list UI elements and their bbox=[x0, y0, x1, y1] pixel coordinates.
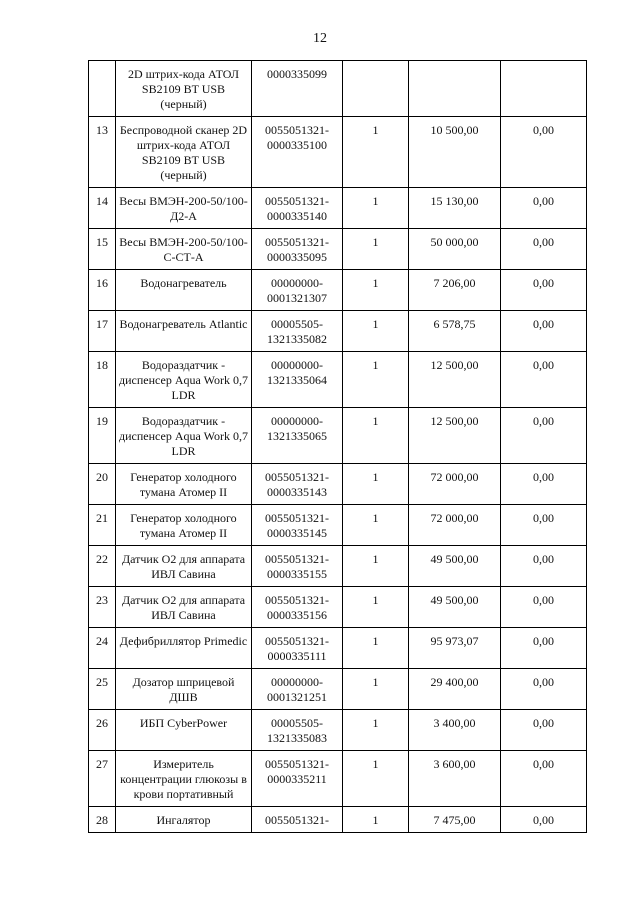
inventory-code: 0055051321-0000335140 bbox=[252, 188, 343, 229]
item-name: Водонагреватель Atlantic bbox=[116, 311, 252, 352]
table-row bbox=[89, 464, 587, 505]
quantity bbox=[343, 61, 409, 117]
table-row bbox=[89, 587, 587, 628]
residual-value: 0,00 bbox=[501, 505, 587, 546]
inventory-code: 0055051321-0000335143 bbox=[252, 464, 343, 505]
quantity: 1 bbox=[343, 352, 409, 408]
amount: 50 000,00 bbox=[409, 229, 501, 270]
inventory-code: 0055051321-0000335211 bbox=[252, 751, 343, 807]
residual-value: 0,00 bbox=[501, 710, 587, 751]
quantity: 1 bbox=[343, 188, 409, 229]
item-name: Водораздатчик - диспенсер Aqua Work 0,7 LDR bbox=[116, 408, 252, 464]
row-number: 16 bbox=[89, 270, 116, 311]
residual-value: 0,00 bbox=[501, 408, 587, 464]
residual-value: 0,00 bbox=[501, 188, 587, 229]
row-number: 24 bbox=[89, 628, 116, 669]
amount: 10 500,00 bbox=[409, 117, 501, 188]
inventory-code: 0055051321-0000335100 bbox=[252, 117, 343, 188]
residual-value: 0,00 bbox=[501, 464, 587, 505]
amount bbox=[409, 61, 501, 117]
row-number: 13 bbox=[89, 117, 116, 188]
inventory-code: 00000000-0001321307 bbox=[252, 270, 343, 311]
residual-value bbox=[501, 61, 587, 117]
table-row bbox=[89, 408, 587, 464]
amount: 3 400,00 bbox=[409, 710, 501, 751]
residual-value: 0,00 bbox=[501, 311, 587, 352]
row-number: 25 bbox=[89, 669, 116, 710]
table-row bbox=[89, 311, 587, 352]
item-name: Водонагреватель bbox=[116, 270, 252, 311]
row-number: 21 bbox=[89, 505, 116, 546]
inventory-table bbox=[88, 60, 587, 833]
quantity: 1 bbox=[343, 408, 409, 464]
row-number: 20 bbox=[89, 464, 116, 505]
item-name: Весы ВМЭН-200-50/100-Д2-А bbox=[116, 188, 252, 229]
amount: 12 500,00 bbox=[409, 352, 501, 408]
amount: 49 500,00 bbox=[409, 587, 501, 628]
residual-value: 0,00 bbox=[501, 546, 587, 587]
row-number bbox=[89, 61, 116, 117]
residual-value: 0,00 bbox=[501, 587, 587, 628]
item-name: Датчик О2 для аппарата ИВЛ Савина bbox=[116, 587, 252, 628]
residual-value: 0,00 bbox=[501, 229, 587, 270]
row-number: 17 bbox=[89, 311, 116, 352]
inventory-code: 00000000-0001321251 bbox=[252, 669, 343, 710]
amount: 7 206,00 bbox=[409, 270, 501, 311]
table-row bbox=[89, 628, 587, 669]
page-number: 12 bbox=[313, 31, 327, 46]
inventory-code: 0055051321-0000335156 bbox=[252, 587, 343, 628]
table-row bbox=[89, 546, 587, 587]
quantity: 1 bbox=[343, 710, 409, 751]
inventory-code: 00000000-1321335064 bbox=[252, 352, 343, 408]
quantity: 1 bbox=[343, 751, 409, 807]
amount: 12 500,00 bbox=[409, 408, 501, 464]
row-number: 27 bbox=[89, 751, 116, 807]
residual-value: 0,00 bbox=[501, 628, 587, 669]
inventory-code: 0055051321-0000335111 bbox=[252, 628, 343, 669]
item-name: Датчик О2 для аппарата ИВЛ Савина bbox=[116, 546, 252, 587]
item-name: Измеритель концентрации глюкозы в крови портативный bbox=[116, 751, 252, 807]
amount: 3 600,00 bbox=[409, 751, 501, 807]
row-number: 19 bbox=[89, 408, 116, 464]
row-number: 14 bbox=[89, 188, 116, 229]
row-number: 22 bbox=[89, 546, 116, 587]
quantity: 1 bbox=[343, 464, 409, 505]
table-row bbox=[89, 352, 587, 408]
amount: 6 578,75 bbox=[409, 311, 501, 352]
item-name: Беспроводной сканер 2D штрих-кода АТОЛ SB2109 BT USB (черный) bbox=[116, 117, 252, 188]
inventory-code: 0055051321-0000335155 bbox=[252, 546, 343, 587]
inventory-code: 0055051321-0000335145 bbox=[252, 505, 343, 546]
row-number: 28 bbox=[89, 807, 116, 833]
amount: 49 500,00 bbox=[409, 546, 501, 587]
inventory-code: 0000335099 bbox=[252, 61, 343, 117]
table-row bbox=[89, 751, 587, 807]
inventory-code: 0055051321-0000335095 bbox=[252, 229, 343, 270]
amount: 15 130,00 bbox=[409, 188, 501, 229]
item-name: Дефибриллятор Primedic bbox=[116, 628, 252, 669]
row-number: 18 bbox=[89, 352, 116, 408]
quantity: 1 bbox=[343, 229, 409, 270]
residual-value: 0,00 bbox=[501, 117, 587, 188]
row-number: 23 bbox=[89, 587, 116, 628]
inventory-code: 00000000-1321335065 bbox=[252, 408, 343, 464]
residual-value: 0,00 bbox=[501, 751, 587, 807]
table-row bbox=[89, 61, 587, 117]
table-row bbox=[89, 505, 587, 546]
table-row bbox=[89, 669, 587, 710]
quantity: 1 bbox=[343, 311, 409, 352]
residual-value: 0,00 bbox=[501, 270, 587, 311]
table-row bbox=[89, 807, 587, 833]
quantity: 1 bbox=[343, 505, 409, 546]
quantity: 1 bbox=[343, 669, 409, 710]
amount: 72 000,00 bbox=[409, 464, 501, 505]
inventory-code: 0055051321- bbox=[252, 807, 343, 833]
amount: 29 400,00 bbox=[409, 669, 501, 710]
quantity: 1 bbox=[343, 628, 409, 669]
quantity: 1 bbox=[343, 117, 409, 188]
item-name: Весы ВМЭН-200-50/100-С-СТ-А bbox=[116, 229, 252, 270]
item-name: Водораздатчик - диспенсер Aqua Work 0,7 LDR bbox=[116, 352, 252, 408]
item-name: Дозатор шприцевой ДШВ bbox=[116, 669, 252, 710]
table-row bbox=[89, 188, 587, 229]
row-number: 15 bbox=[89, 229, 116, 270]
table-row bbox=[89, 229, 587, 270]
item-name: ИБП CyberPower bbox=[116, 710, 252, 751]
item-name: Генератор холодного тумана Атомер II bbox=[116, 464, 252, 505]
table-row bbox=[89, 270, 587, 311]
quantity: 1 bbox=[343, 546, 409, 587]
quantity: 1 bbox=[343, 270, 409, 311]
amount: 72 000,00 bbox=[409, 505, 501, 546]
item-name: Ингалятор bbox=[116, 807, 252, 833]
residual-value: 0,00 bbox=[501, 669, 587, 710]
inventory-code: 00005505-1321335082 bbox=[252, 311, 343, 352]
quantity: 1 bbox=[343, 587, 409, 628]
residual-value: 0,00 bbox=[501, 352, 587, 408]
item-name: Генератор холодного тумана Атомер II bbox=[116, 505, 252, 546]
inventory-code: 00005505-1321335083 bbox=[252, 710, 343, 751]
residual-value: 0,00 bbox=[501, 807, 587, 833]
quantity: 1 bbox=[343, 807, 409, 833]
amount: 7 475,00 bbox=[409, 807, 501, 833]
table-row bbox=[89, 117, 587, 188]
table-row bbox=[89, 710, 587, 751]
item-name: 2D штрих-кода АТОЛ SB2109 BT USB (черный) bbox=[116, 61, 252, 117]
amount: 95 973,07 bbox=[409, 628, 501, 669]
row-number: 26 bbox=[89, 710, 116, 751]
